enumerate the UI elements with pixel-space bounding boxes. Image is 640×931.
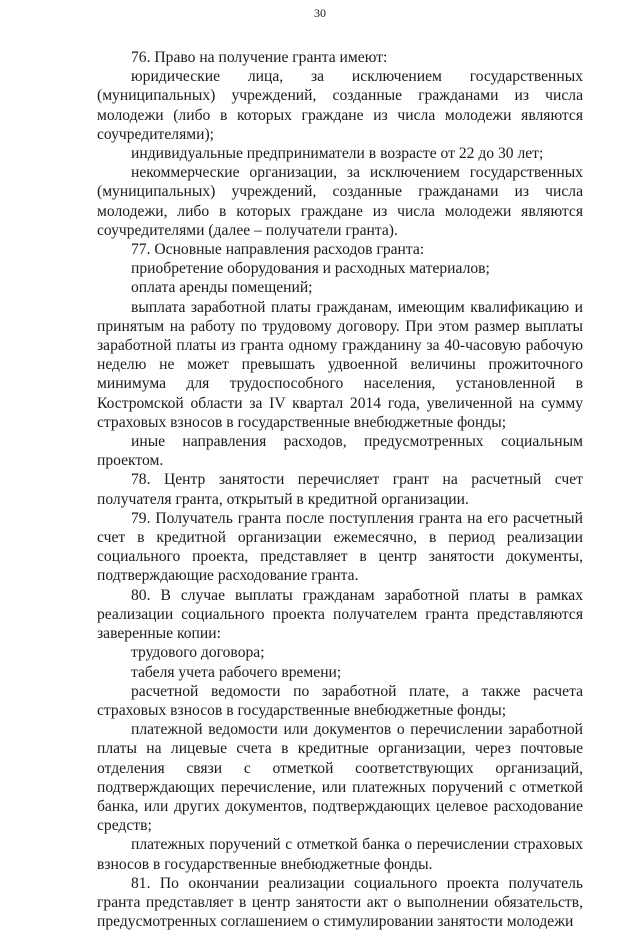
paragraph-other-expenses: иные направления расходов, предусмотренных социальным проектом. bbox=[97, 433, 583, 470]
paragraph-81: 81. По окончании реализации социального проекта получатель гранта представляет в центр занятости акт о выполнении обязательств, предусмотренных соглашением о стимулировании занятости молодежи bbox=[97, 874, 583, 931]
paragraph-77: 77. Основные направления расходов гранта: bbox=[131, 241, 425, 259]
paragraph-payment-orders: платежных поручений с отметкой банка о перечислении страховых взносов в государственные внебюджетные фонды. bbox=[97, 836, 583, 873]
paragraph-equipment: приобретение оборудования и расходных материалов; bbox=[131, 260, 490, 278]
paragraph-salary: выплата заработной платы гражданам, имеющим квалификацию и принятым на работу по трудовому договору. При этом размер выплаты заработной платы из гранта одному гражданину за 40-часовую рабочую неделю не может превышать удвоенной величины прожиточного минимума для трудоспособного населения, установленной в Костромской области за IV квартал 2014 года, увеличенной на сумму страховых взносов в государственные внебюджетные фонды; bbox=[97, 298, 583, 431]
paragraph-payroll: расчетной ведомости по заработной плате, а также расчета страховых взносов в государственные внебюджетные фонды; bbox=[97, 682, 583, 719]
paragraph-timesheet: табеля учета рабочего времени; bbox=[131, 663, 342, 681]
paragraph-80: 80. В случае выплаты гражданам заработной платы в рамках реализации социального проекта получателем гранта представляются заверенные копии: bbox=[97, 586, 583, 643]
paragraph-76: 76. Право на получение гранта имеют: bbox=[131, 49, 388, 66]
paragraph-78: 78. Центр занятости перечисляет грант на расчетный счет получателя гранта, открытый в кредитной организации. bbox=[97, 471, 583, 508]
paragraph-rent: оплата аренды помещений; bbox=[131, 279, 313, 297]
paragraph-79: 79. Получатель гранта после поступления гранта на его расчетный счет в кредитной организации ежемесячно, в период реализации социального проекта, представляет в центр занятости документы, подтверждающие расходование гранта. bbox=[97, 509, 583, 585]
paragraph-legal-entities: юридические лица, за исключением государственных (муниципальных) учреждений, созданные гражданами из числа молодежи (либо в которых граждане из числа молодежи являются соучредителями); bbox=[97, 68, 583, 143]
document-body bbox=[97, 48, 583, 931]
page-number: 30 bbox=[314, 6, 326, 20]
paragraph-payment-statement: платежной ведомости или документов о перечислении заработной платы на лицевые счета в кредитные организации, через почтовые отделения связи с отметкой соответствующих организаций, подтверждающих перечисление, или платежных поручений с отметкой банка, или других документов, подтверждающих целевое расходование средств; bbox=[97, 721, 583, 835]
paragraph-labor-contract: трудового договора; bbox=[131, 644, 265, 662]
paragraph-nonprofits: некоммерческие организации, за исключением государственных (муниципальных) учреждений, созданные гражданами из числа молодежи, либо в которых граждане из числа молодежи являются соучредителями (далее – получатели гранта). bbox=[97, 164, 583, 239]
paragraph-entrepreneurs: индивидуальные предприниматели в возрасте от 22 до 30 лет; bbox=[131, 145, 544, 163]
